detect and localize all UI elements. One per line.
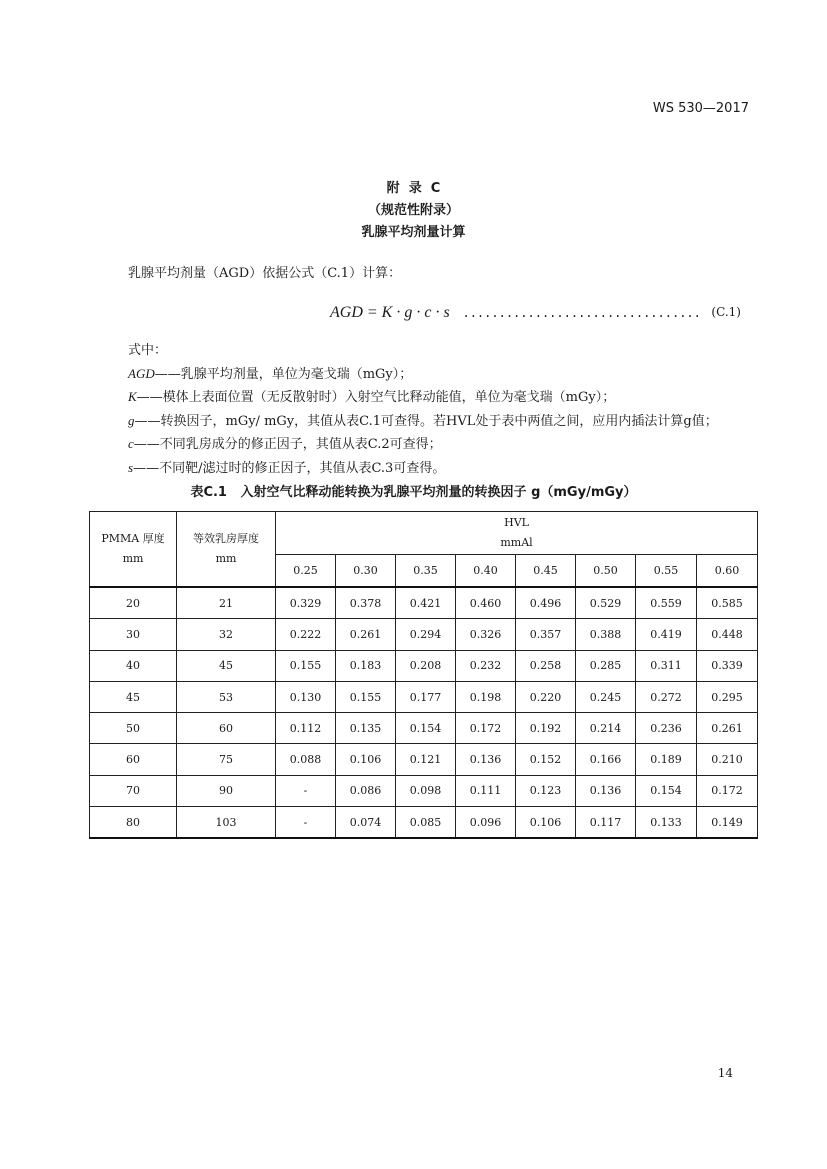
pmma-thickness-cell: 45 (90, 681, 177, 712)
conversion-factor-cell: 0.460 (456, 587, 516, 619)
conversion-factor-cell: 0.329 (276, 587, 336, 619)
conversion-factor-cell: 0.339 (697, 650, 758, 681)
conversion-factor-cell: 0.232 (456, 650, 516, 681)
conversion-factor-cell: 0.112 (276, 713, 336, 744)
conversion-factor-cell: 0.559 (636, 587, 697, 619)
pmma-thickness-cell: 20 (90, 587, 177, 619)
where-item (128, 363, 718, 387)
table-row (90, 681, 758, 712)
conversion-factor-cell: - (276, 807, 336, 839)
pmma-header-unit: mm (122, 552, 144, 565)
breast-thickness-cell: 45 (177, 650, 276, 681)
where-symbol: g (128, 412, 135, 428)
pmma-thickness-cell: 30 (90, 619, 177, 650)
where-text: ——不同乳房成分的修正因子，其值从表C.2可查得； (133, 437, 442, 452)
conversion-factor-cell: 0.152 (516, 744, 576, 775)
hvl-value-header: 0.50 (576, 555, 636, 588)
hvl-value-header: 0.30 (336, 555, 396, 588)
where-item (128, 457, 718, 481)
conversion-factor-cell: 0.496 (516, 587, 576, 619)
conversion-factor-cell: 0.154 (396, 713, 456, 744)
conversion-factor-cell: 0.198 (456, 681, 516, 712)
where-symbol: K (128, 389, 137, 404)
breast-header-unit: mm (215, 552, 237, 565)
breast-thickness-cell: 32 (177, 619, 276, 650)
appendix-title: 乳腺平均剂量计算 (361, 225, 466, 240)
conversion-factor-cell: 0.136 (576, 775, 636, 806)
conversion-factor-cell: 0.149 (697, 807, 758, 839)
pmma-thickness-cell: 70 (90, 775, 177, 806)
breast-header-title: 等效乳房厚度 (193, 532, 259, 545)
hvl-value-header: 0.25 (276, 555, 336, 588)
conversion-factor-cell: 0.294 (396, 619, 456, 650)
conversion-factor-cell: 0.210 (697, 744, 758, 775)
formula-expression: AGD = K · g · c · s (330, 304, 450, 321)
conversion-factor-cell: 0.261 (336, 619, 396, 650)
conversion-factor-cell: 0.208 (396, 650, 456, 681)
breast-thickness-cell: 53 (177, 681, 276, 712)
column-header-hvl (276, 512, 758, 555)
breast-thickness-cell: 21 (177, 587, 276, 619)
hvl-value-header: 0.45 (516, 555, 576, 588)
conversion-factor-cell: 0.189 (636, 744, 697, 775)
where-item (128, 410, 718, 434)
pmma-thickness-cell: 80 (90, 807, 177, 839)
conversion-factor-cell: 0.214 (576, 713, 636, 744)
where-text: ——乳腺平均剂量，单位为毫戈瑞（mGy）； (154, 366, 413, 382)
table-row (90, 587, 758, 619)
conversion-factor-cell: 0.155 (276, 650, 336, 681)
conversion-factor-cell: 0.357 (516, 619, 576, 650)
breast-thickness-cell: 90 (177, 775, 276, 806)
hvl-header-unit: mmAl (500, 536, 533, 549)
conversion-factor-cell: 0.172 (697, 775, 758, 806)
conversion-factor-cell: 0.074 (336, 807, 396, 839)
conversion-factor-cell: 0.311 (636, 650, 697, 681)
table-row (90, 807, 758, 839)
table-caption: 表C.1 入射空气比释动能转换为乳腺平均剂量的转换因子 g（mGy/mGy） (190, 485, 637, 500)
conversion-factor-cell: 0.272 (636, 681, 697, 712)
conversion-factor-cell: 0.121 (396, 744, 456, 775)
conversion-factor-cell: 0.085 (396, 807, 456, 839)
intro-paragraph: 乳腺平均剂量（AGD）依据公式（C.1）计算： (128, 266, 402, 281)
column-header-breast-thickness (177, 512, 276, 588)
table-row (90, 650, 758, 681)
formula-leader-dots: ................................. (462, 306, 701, 320)
conversion-factor-cell: 0.117 (576, 807, 636, 839)
where-section (128, 340, 718, 480)
conversion-factor-cell: 0.378 (336, 587, 396, 619)
conversion-factor-cell: 0.133 (636, 807, 697, 839)
hvl-value-header: 0.40 (456, 555, 516, 588)
table-row (90, 775, 758, 806)
conversion-factor-cell: 0.285 (576, 650, 636, 681)
conversion-factor-cell: 0.130 (276, 681, 336, 712)
hvl-value-header: 0.60 (697, 555, 758, 588)
conversion-factor-cell: 0.123 (516, 775, 576, 806)
table-row (90, 713, 758, 744)
pmma-header-title: PMMA 厚度 (101, 532, 165, 545)
where-text: ——模体上表面位置（无反散射时）入射空气比释动能值，单位为毫戈瑞（mGy）； (136, 390, 616, 405)
conversion-factor-cell: 0.258 (516, 650, 576, 681)
conversion-factor-cell: 0.098 (396, 775, 456, 806)
conversion-factor-cell: 0.261 (697, 713, 758, 744)
conversion-factor-cell: 0.155 (336, 681, 396, 712)
conversion-factor-cell: 0.088 (276, 744, 336, 775)
conversion-factor-cell: 0.529 (576, 587, 636, 619)
standard-code: WS 530—2017 (652, 101, 749, 116)
appendix-type: （规范性附录） (367, 203, 459, 218)
conversion-factor-cell: 0.448 (697, 619, 758, 650)
where-symbol: c (128, 436, 134, 451)
conversion-factor-cell: 0.172 (456, 713, 516, 744)
conversion-factor-cell: 0.106 (516, 807, 576, 839)
formula (330, 303, 701, 322)
hvl-header-title: HVL (504, 516, 529, 529)
conversion-factor-cell: 0.136 (456, 744, 516, 775)
breast-thickness-cell: 60 (177, 713, 276, 744)
conversion-factor-cell: 0.220 (516, 681, 576, 712)
conversion-factor-cell: 0.086 (336, 775, 396, 806)
hvl-value-header: 0.35 (396, 555, 456, 588)
where-item (128, 386, 718, 410)
conversion-factor-cell: 0.111 (456, 775, 516, 806)
conversion-factor-cell: 0.421 (396, 587, 456, 619)
pmma-thickness-cell: 40 (90, 650, 177, 681)
conversion-factor-cell: 0.245 (576, 681, 636, 712)
conversion-factor-table (89, 511, 758, 839)
table-row (90, 744, 758, 775)
conversion-factor-cell: 0.192 (516, 713, 576, 744)
conversion-factor-cell: 0.106 (336, 744, 396, 775)
pmma-thickness-cell: 60 (90, 744, 177, 775)
where-symbol: s (128, 459, 134, 475)
breast-thickness-cell: 103 (177, 807, 276, 839)
breast-thickness-cell: 75 (177, 744, 276, 775)
where-label: 式中： (128, 343, 168, 358)
table-body (90, 587, 758, 838)
column-header-pmma (90, 512, 177, 588)
conversion-factor-cell: 0.135 (336, 713, 396, 744)
conversion-factor-cell: 0.166 (576, 744, 636, 775)
where-text: ——转换因子，mGy/ mGy，其值从表C.1可查得。若HVL处于表中两值之间，应用内插法计算g值； (134, 413, 718, 429)
conversion-factor-cell: 0.096 (456, 807, 516, 839)
where-text: ——不同靶/滤过时的修正因子，其值从表C.3可查得。 (133, 460, 446, 476)
conversion-factor-cell: 0.585 (697, 587, 758, 619)
where-item (128, 433, 718, 457)
conversion-factor-cell: 0.177 (396, 681, 456, 712)
where-symbol: AGD (128, 365, 155, 381)
conversion-factor-cell: 0.295 (697, 681, 758, 712)
pmma-thickness-cell: 50 (90, 713, 177, 744)
conversion-factor-cell: - (276, 775, 336, 806)
table-row (90, 619, 758, 650)
appendix-label: 附 录 C (386, 181, 441, 196)
conversion-factor-cell: 0.154 (636, 775, 697, 806)
formula-number: (C.1) (711, 305, 741, 319)
appendix-heading (0, 178, 827, 244)
conversion-factor-cell: 0.222 (276, 619, 336, 650)
conversion-factor-cell: 0.236 (636, 713, 697, 744)
conversion-factor-cell: 0.326 (456, 619, 516, 650)
conversion-factor-cell: 0.183 (336, 650, 396, 681)
page-number: 14 (717, 1066, 733, 1080)
conversion-factor-cell: 0.419 (636, 619, 697, 650)
hvl-value-header: 0.55 (636, 555, 697, 588)
conversion-factor-cell: 0.388 (576, 619, 636, 650)
